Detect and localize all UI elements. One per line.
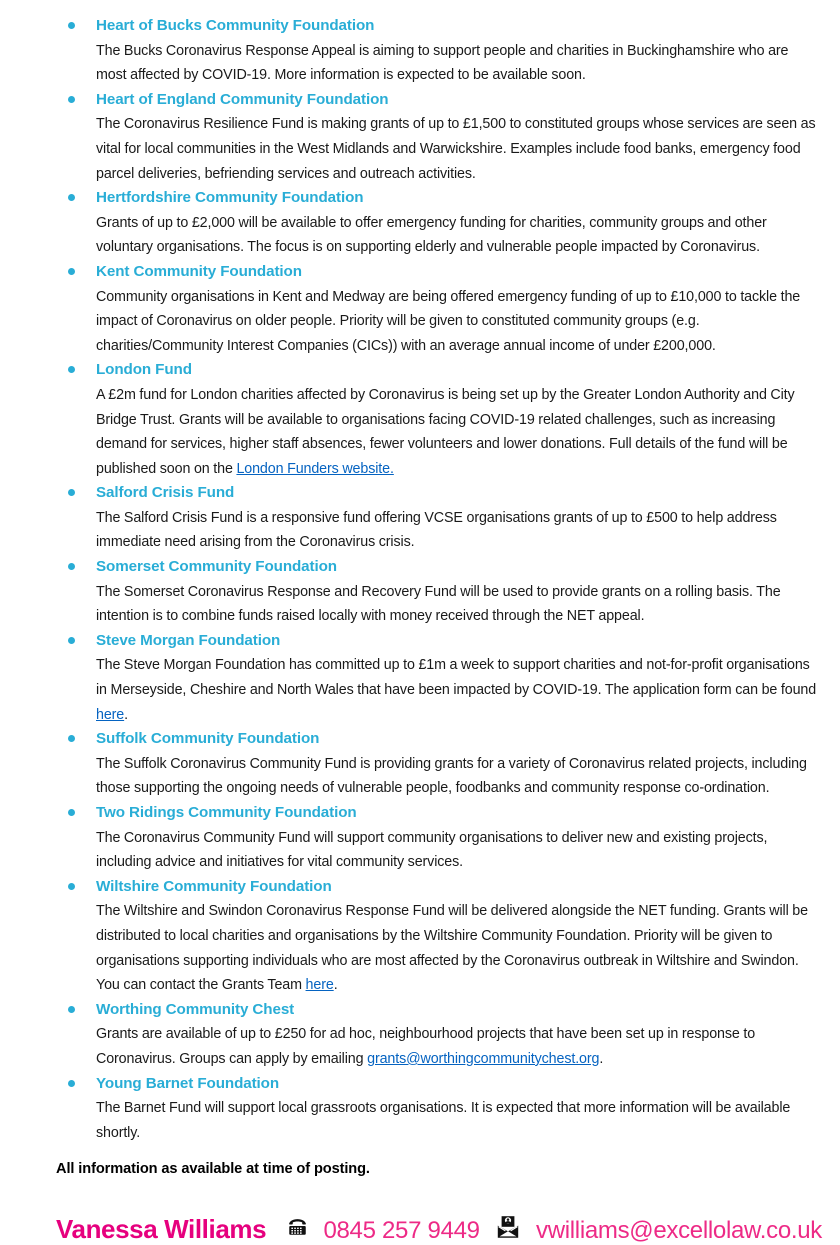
fund-description: The Bucks Coronavirus Response Appeal is aiming to support people and charities in Buckinghamshire who are most affected by COVID-19. More information is expected to be available soon. [96, 42, 789, 84]
list-item [18, 629, 822, 727]
list-item [18, 481, 822, 555]
wiltshire-grants-team-link[interactable]: here [305, 977, 334, 994]
bullet-icon [68, 268, 75, 275]
fund-description [96, 1022, 822, 1071]
fund-description-text-tail: . [333, 977, 338, 994]
signature-name: Vanessa Williams [56, 1214, 267, 1245]
list-item [18, 358, 822, 481]
bullet-icon [68, 563, 75, 570]
fund-title: Young Barnet Foundation [96, 1074, 280, 1092]
fund-list [18, 14, 822, 1145]
fund-title: Suffolk Community Foundation [96, 730, 320, 748]
worthing-community-chest-email-link[interactable]: grants@worthingcommunitychest.org [367, 1050, 600, 1067]
fund-description: Grants of up to £2,000 will be available to offer emergency funding for charities, community groups and other voluntary organisations. The focus is on supporting elderly and vulnerable people impacted by Coronavirus. [96, 214, 767, 256]
list-item [18, 801, 822, 875]
bullet-icon [68, 1006, 75, 1013]
fund-title: Wiltshire Community Foundation [96, 877, 332, 895]
bullet-icon [68, 96, 75, 103]
bullet-icon [68, 883, 75, 890]
signature-block [56, 1214, 822, 1245]
bullet-icon [68, 637, 75, 644]
fund-title: Hertfordshire Community Foundation [96, 189, 364, 207]
fund-description: The Somerset Coronavirus Response and Recovery Fund will be used to provide grants on a rolling basis. The intention is to combine funds raised locally with money received through the NET appeal. [96, 583, 781, 625]
bullet-icon [68, 1080, 75, 1087]
steve-morgan-application-form-link[interactable]: here [96, 706, 125, 723]
list-item [18, 727, 822, 801]
fund-title: Heart of Bucks Community Foundation [96, 17, 375, 34]
list-item [18, 555, 822, 629]
list-item [18, 998, 822, 1072]
fund-description-text: A £2m fund for London charities affected by Coronavirus is being set up by the Greater London Authority and City Bridge Trust. Grants will be available to organisations facing COVID-19 related challenges, such as increasing demand for services, higher staff absences, fewer volunteers and lower donations. Full details of the fund will be published soon on the [96, 386, 795, 477]
fund-description: The Suffolk Coronavirus Community Fund is providing grants for a variety of Coronavirus related projects, including those supporting the ongoing needs of vulnerable people, foodbanks and community response co-ordination. [96, 755, 807, 797]
bullet-icon [68, 735, 75, 742]
fund-title: London Fund [96, 361, 192, 379]
fund-title: Worthing Community Chest [96, 1000, 295, 1018]
fund-description: The Coronavirus Resilience Fund is making grants of up to £1,500 to constituted groups whose services are seen as vital for local communities in the West Midlands and Warwickshire. Examples include food banks, emergency food parcel deliveries, befriending services and outreach activities. [96, 116, 816, 182]
fund-description-text: The Wiltshire and Swindon Coronavirus Response Fund will be delivered alongside the NET funding. Grants will be distributed to local charities and organisations by the Wiltshire Community Foundation. Priority will be given to organisations supporting individuals who are most affected by the Coronavirus outbreak in Wiltshire and Swindon. You can contact the Grants Team [96, 903, 808, 994]
london-funders-website-link[interactable]: London Funders website. [236, 460, 394, 477]
fund-description: The Coronavirus Community Fund will support community organisations to deliver new and existing projects, including advice and initiatives for vital community services. [96, 829, 768, 871]
fund-description-text-tail: . [599, 1050, 604, 1067]
fund-description-text: The Steve Morgan Foundation has committed up to £1m a week to support charities and not-for-profit organisations in Merseyside, Cheshire and North Wales that have been impacted by COVID-19. The application form can be found [96, 657, 817, 699]
list-item [18, 260, 822, 358]
fund-description-text-tail: . [124, 706, 128, 723]
closing-note: All information as available at time of posting. [56, 1161, 370, 1178]
fund-title: Salford Crisis Fund [96, 484, 235, 502]
fund-title: Somerset Community Foundation [96, 558, 337, 576]
fund-description: The Barnet Fund will support local grassroots organisations. It is expected that more information will be available shortly. [96, 1100, 791, 1141]
list-item [18, 1072, 822, 1146]
fund-title: Kent Community Foundation [96, 262, 302, 280]
list-item [18, 875, 822, 998]
bullet-icon [68, 22, 75, 29]
fund-description [96, 899, 822, 997]
bullet-icon [68, 194, 75, 201]
bullet-icon [68, 489, 75, 496]
envelope-icon [497, 1215, 519, 1243]
fund-description: Community organisations in Kent and Medway are being offered emergency funding of up to £10,000 to tackle the impact of Coronavirus on older people. Priority will be given to constituted community groups (e.g. charities/Community Interest Companies (CICs)) with an average annual income of under £200,000. [96, 288, 801, 354]
fund-title: Two Ridings Community Foundation [96, 804, 357, 821]
fund-title: Steve Morgan Foundation [96, 631, 281, 649]
bullet-icon [68, 809, 75, 816]
fund-title: Heart of England Community Foundation [96, 90, 389, 108]
signature-phone: 0845 257 9449 [323, 1217, 480, 1245]
bullet-icon [68, 366, 75, 373]
fund-description [96, 383, 822, 481]
list-item [18, 88, 822, 186]
telephone-icon [286, 1216, 309, 1243]
list-item [18, 186, 822, 260]
fund-description-text: Grants are available of up to £250 for ad hoc, neighbourhood projects that have been set up in response to Coronavirus. Groups can apply by emailing [96, 1026, 756, 1067]
fund-description: The Salford Crisis Fund is a responsive fund offering VCSE organisations grants of up to £500 to help address immediate need arising from the Coronavirus crisis. [96, 509, 777, 551]
fund-description [96, 653, 822, 727]
list-item [18, 14, 822, 88]
signature-email: vwilliams@excellolaw.co.uk [536, 1217, 822, 1245]
